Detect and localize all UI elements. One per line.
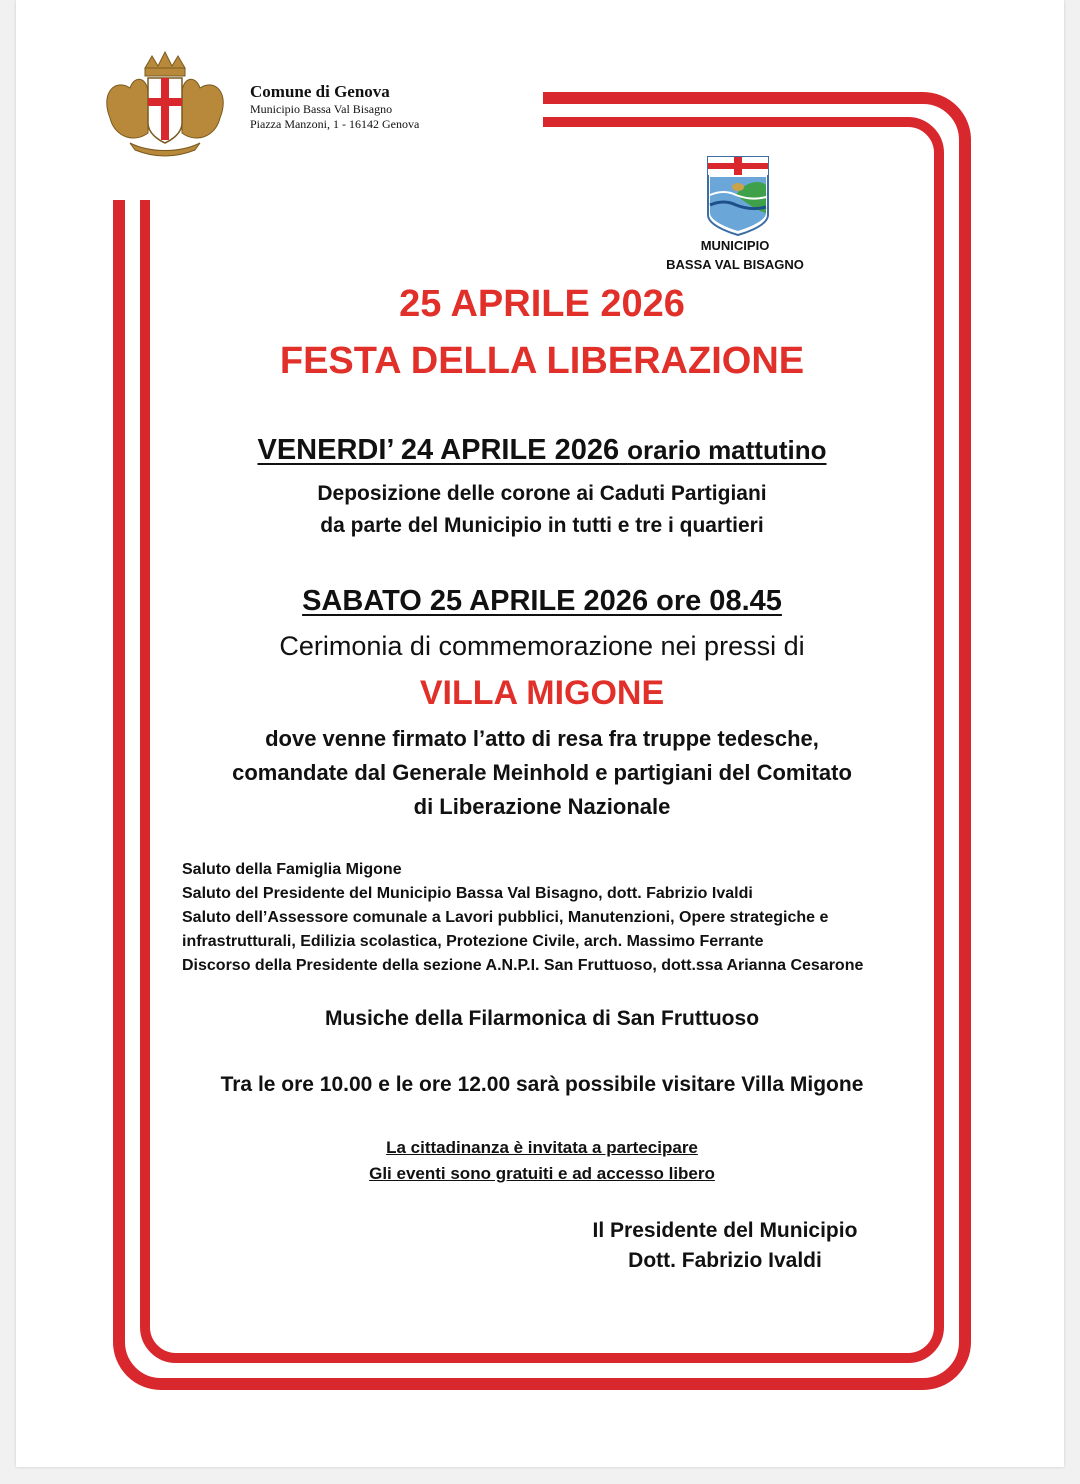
day2-desc1: dove venne firmato l’atto di resa fra truppe tedesche, xyxy=(265,726,819,751)
program-item: Discorso della Presidente della sezione A.N.P.I. San Fruttuoso, dott.ssa Arianna Cesarone xyxy=(182,957,864,974)
title-date: 25 APRILE 2026 xyxy=(399,283,685,325)
visit-line: Tra le ore 10.00 e le ore 12.00 sarà possibile visitare Villa Migone xyxy=(220,1073,864,1096)
program-item: infrastrutturali, Edilizia scolastica, Protezione Civile, arch. Massimo Ferrante xyxy=(182,933,764,950)
program-item: Saluto dell’Assessore comunale a Lavori pubblici, Manutenzioni, Opere strategiche e xyxy=(182,909,829,926)
invite-line1: La cittadinanza è invitata a partecipare xyxy=(386,1138,698,1157)
day2-place: VILLA MIGONE xyxy=(419,674,665,712)
program-list xyxy=(182,858,863,978)
signature-name: Dott. Fabrizio Ivaldi xyxy=(628,1249,822,1272)
title-event: FESTA DELLA LIBERAZIONE xyxy=(279,340,805,382)
municipio-logo-icon xyxy=(706,155,770,237)
header-text xyxy=(250,82,419,132)
day1-heading-suffix: orario mattutino xyxy=(627,435,827,465)
signature-block xyxy=(560,1216,890,1276)
program-item: Saluto della Famiglia Migone xyxy=(182,861,402,878)
municipio-line1: MUNICIPIO xyxy=(700,238,770,253)
day2-desc2: comandate dal Generale Meinhold e partigiani del Comitato xyxy=(232,760,852,785)
day2-desc3: di Liberazione Nazionale xyxy=(413,794,671,819)
program-item: Saluto del Presidente del Municipio Bassa Val Bisagno, dott. Fabrizio Ivaldi xyxy=(182,885,753,902)
municipio-caption xyxy=(640,236,830,274)
org-sub: Municipio Bassa Val Bisagno xyxy=(250,102,393,116)
org-name: Comune di Genova xyxy=(250,82,390,101)
music-line: Musiche della Filarmonica di San Fruttuoso xyxy=(324,1007,760,1030)
day2-heading: SABATO 25 APRILE 2026 ore 08.45 xyxy=(302,585,782,617)
day1-line1: Deposizione delle corone ai Caduti Partigiani xyxy=(317,482,767,505)
invite-block xyxy=(140,1135,944,1187)
genova-crest-icon xyxy=(100,48,230,158)
day1-heading-date: VENERDI’ 24 APRILE 2026 xyxy=(257,434,620,466)
municipio-line2: BASSA VAL BISAGNO xyxy=(666,257,804,272)
day2-intro: Cerimonia di commemorazione nei pressi di xyxy=(279,631,805,661)
org-address: Piazza Manzoni, 1 - 16142 Genova xyxy=(250,117,420,131)
invite-line2: Gli eventi sono gratuiti e ad accesso libero xyxy=(369,1164,715,1183)
day1-line2: da parte del Municipio in tutti e tre i quartieri xyxy=(320,514,764,537)
signature-role: Il Presidente del Municipio xyxy=(592,1219,858,1242)
day1-heading xyxy=(140,434,944,467)
